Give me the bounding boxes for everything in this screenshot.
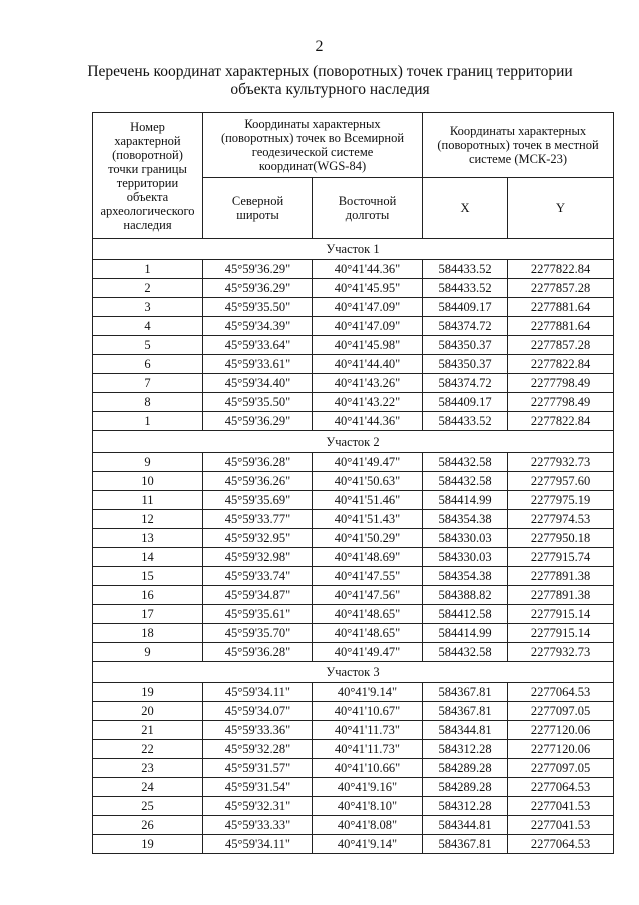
point-number-cell: 13 <box>93 528 203 547</box>
header-line: системе (МСК-23) <box>468 151 568 166</box>
east-longitude-cell: 40°41'10.66" <box>313 759 423 778</box>
table-row <box>93 585 614 604</box>
y-cell: 2277822.84 <box>508 412 614 431</box>
north-latitude-cell: 45°59'36.29" <box>203 279 313 298</box>
header-line: Координаты характерных <box>449 123 587 138</box>
table-row <box>93 816 614 835</box>
table-row <box>93 623 614 642</box>
table-row <box>93 260 614 279</box>
point-number-cell: 9 <box>93 452 203 471</box>
x-cell: 584312.28 <box>423 797 508 816</box>
east-longitude-cell: 40°41'51.43" <box>313 509 423 528</box>
point-number-cell: 8 <box>93 393 203 412</box>
point-number-cell: 20 <box>93 702 203 721</box>
y-cell: 2277932.73 <box>508 642 614 661</box>
x-cell: 584330.03 <box>423 547 508 566</box>
point-number-cell: 1 <box>93 260 203 279</box>
header-line: Координаты характерных <box>244 116 381 131</box>
point-number-cell: 9 <box>93 642 203 661</box>
table-row <box>93 298 614 317</box>
section-title: Участок 3 <box>93 661 614 682</box>
x-cell: 584354.38 <box>423 509 508 528</box>
x-cell: 584344.81 <box>423 721 508 740</box>
north-latitude-cell: 45°59'31.57" <box>203 759 313 778</box>
header-line: территории <box>116 175 179 190</box>
north-latitude-cell: 45°59'35.69" <box>203 490 313 509</box>
north-latitude-cell: 45°59'35.50" <box>203 393 313 412</box>
point-number-cell: 11 <box>93 490 203 509</box>
header-line: (поворотных) точек во Всемирной <box>220 130 405 145</box>
header-point-number <box>93 113 203 239</box>
north-latitude-cell: 45°59'33.77" <box>203 509 313 528</box>
x-cell: 584412.58 <box>423 604 508 623</box>
east-longitude-cell: 40°41'49.47" <box>313 452 423 471</box>
y-cell: 2277950.18 <box>508 528 614 547</box>
table-row <box>93 452 614 471</box>
east-longitude-cell: 40°41'8.10" <box>313 797 423 816</box>
table-row <box>93 528 614 547</box>
east-longitude-cell: 40°41'48.65" <box>313 623 423 642</box>
point-number-cell: 4 <box>93 317 203 336</box>
north-latitude-cell: 45°59'36.28" <box>203 452 313 471</box>
x-cell: 584414.99 <box>423 623 508 642</box>
north-latitude-cell: 45°59'32.31" <box>203 797 313 816</box>
x-cell: 584367.81 <box>423 702 508 721</box>
y-cell: 2277097.05 <box>508 702 614 721</box>
table-row <box>93 759 614 778</box>
east-longitude-cell: 40°41'10.67" <box>313 702 423 721</box>
table-row <box>93 566 614 585</box>
y-cell: 2277120.06 <box>508 740 614 759</box>
table-row <box>93 317 614 336</box>
east-longitude-cell: 40°41'9.14" <box>313 835 423 854</box>
x-cell: 584312.28 <box>423 740 508 759</box>
point-number-cell: 19 <box>93 683 203 702</box>
north-latitude-cell: 45°59'33.64" <box>203 336 313 355</box>
north-latitude-cell: 45°59'33.36" <box>203 721 313 740</box>
y-cell: 2277097.05 <box>508 759 614 778</box>
x-cell: 584433.52 <box>423 260 508 279</box>
header-line: широты <box>236 207 279 222</box>
x-cell: 584367.81 <box>423 683 508 702</box>
point-number-cell: 2 <box>93 279 203 298</box>
east-longitude-cell: 40°41'44.40" <box>313 355 423 374</box>
north-latitude-cell: 45°59'33.74" <box>203 566 313 585</box>
y-cell: 2277064.53 <box>508 683 614 702</box>
table-row <box>93 374 614 393</box>
east-longitude-cell: 40°41'45.98" <box>313 336 423 355</box>
point-number-cell: 15 <box>93 566 203 585</box>
table-row <box>93 509 614 528</box>
coordinates-table <box>92 112 614 854</box>
header-x: X <box>423 177 508 239</box>
y-cell: 2277822.84 <box>508 260 614 279</box>
section-title: Участок 2 <box>93 431 614 452</box>
point-number-cell: 12 <box>93 509 203 528</box>
point-number-cell: 23 <box>93 759 203 778</box>
north-latitude-cell: 45°59'35.61" <box>203 604 313 623</box>
north-latitude-cell: 45°59'32.98" <box>203 547 313 566</box>
point-number-cell: 24 <box>93 778 203 797</box>
east-longitude-cell: 40°41'48.69" <box>313 547 423 566</box>
table-row <box>93 721 614 740</box>
x-cell: 584367.81 <box>423 835 508 854</box>
y-cell: 2277891.38 <box>508 566 614 585</box>
x-cell: 584414.99 <box>423 490 508 509</box>
point-number-cell: 1 <box>93 412 203 431</box>
header-line: объекта <box>126 189 169 204</box>
x-cell: 584354.38 <box>423 566 508 585</box>
table-row <box>93 547 614 566</box>
header-east-longitude <box>313 177 423 239</box>
north-latitude-cell: 45°59'32.28" <box>203 740 313 759</box>
east-longitude-cell: 40°41'44.36" <box>313 412 423 431</box>
header-line: характерной <box>114 133 181 148</box>
point-number-cell: 21 <box>93 721 203 740</box>
east-longitude-cell: 40°41'47.09" <box>313 317 423 336</box>
header-line: археологического <box>100 203 195 218</box>
y-cell: 2277064.53 <box>508 778 614 797</box>
y-cell: 2277957.60 <box>508 471 614 490</box>
table-row <box>93 835 614 854</box>
east-longitude-cell: 40°41'50.63" <box>313 471 423 490</box>
east-longitude-cell: 40°41'49.47" <box>313 642 423 661</box>
east-longitude-cell: 40°41'51.46" <box>313 490 423 509</box>
y-cell: 2277822.84 <box>508 355 614 374</box>
y-cell: 2277915.74 <box>508 547 614 566</box>
table-body <box>93 239 614 854</box>
table-row <box>93 490 614 509</box>
header-line: (поворотных) точек в местной <box>437 137 599 152</box>
x-cell: 584289.28 <box>423 778 508 797</box>
y-cell: 2277915.14 <box>508 604 614 623</box>
east-longitude-cell: 40°41'44.36" <box>313 260 423 279</box>
x-cell: 584344.81 <box>423 816 508 835</box>
north-latitude-cell: 45°59'34.11" <box>203 683 313 702</box>
point-number-cell: 18 <box>93 623 203 642</box>
header-msk23 <box>423 113 614 178</box>
x-cell: 584374.72 <box>423 374 508 393</box>
north-latitude-cell: 45°59'34.87" <box>203 585 313 604</box>
y-cell: 2277041.53 <box>508 816 614 835</box>
east-longitude-cell: 40°41'48.65" <box>313 604 423 623</box>
header-line: точки границы <box>108 161 187 176</box>
point-number-cell: 3 <box>93 298 203 317</box>
y-cell: 2277798.49 <box>508 393 614 412</box>
north-latitude-cell: 45°59'33.61" <box>203 355 313 374</box>
table-row <box>93 702 614 721</box>
point-number-cell: 7 <box>93 374 203 393</box>
x-cell: 584374.72 <box>423 317 508 336</box>
header-line: (поворотной) <box>112 147 183 162</box>
header-line: Восточной <box>338 193 397 208</box>
x-cell: 584388.82 <box>423 585 508 604</box>
point-number-cell: 14 <box>93 547 203 566</box>
y-cell: 2277041.53 <box>508 797 614 816</box>
section-row <box>93 661 614 682</box>
header-line: Номер <box>130 119 165 134</box>
table-row <box>93 797 614 816</box>
north-latitude-cell: 45°59'34.11" <box>203 835 313 854</box>
east-longitude-cell: 40°41'47.56" <box>313 585 423 604</box>
y-cell: 2277120.06 <box>508 721 614 740</box>
header-y: Y <box>508 177 614 239</box>
point-number-cell: 6 <box>93 355 203 374</box>
table-row <box>93 279 614 298</box>
east-longitude-cell: 40°41'11.73" <box>313 740 423 759</box>
north-latitude-cell: 45°59'36.28" <box>203 642 313 661</box>
document-title <box>60 63 600 99</box>
north-latitude-cell: 45°59'36.29" <box>203 260 313 279</box>
table-row <box>93 355 614 374</box>
x-cell: 584409.17 <box>423 393 508 412</box>
east-longitude-cell: 40°41'8.08" <box>313 816 423 835</box>
y-cell: 2277975.19 <box>508 490 614 509</box>
x-cell: 584350.37 <box>423 355 508 374</box>
y-cell: 2277857.28 <box>508 279 614 298</box>
y-cell: 2277798.49 <box>508 374 614 393</box>
east-longitude-cell: 40°41'47.09" <box>313 298 423 317</box>
point-number-cell: 5 <box>93 336 203 355</box>
north-latitude-cell: 45°59'34.07" <box>203 702 313 721</box>
north-latitude-cell: 45°59'31.54" <box>203 778 313 797</box>
x-cell: 584432.58 <box>423 642 508 661</box>
east-longitude-cell: 40°41'45.95" <box>313 279 423 298</box>
east-longitude-cell: 40°41'43.26" <box>313 374 423 393</box>
north-latitude-cell: 45°59'33.33" <box>203 816 313 835</box>
table-row <box>93 393 614 412</box>
x-cell: 584433.52 <box>423 279 508 298</box>
point-number-cell: 26 <box>93 816 203 835</box>
section-row <box>93 239 614 260</box>
x-cell: 584289.28 <box>423 759 508 778</box>
north-latitude-cell: 45°59'34.39" <box>203 317 313 336</box>
page-number: 2 <box>315 38 324 55</box>
x-cell: 584409.17 <box>423 298 508 317</box>
east-longitude-cell: 40°41'50.29" <box>313 528 423 547</box>
x-cell: 584432.58 <box>423 452 508 471</box>
north-latitude-cell: 45°59'35.50" <box>203 298 313 317</box>
header-line: долготы <box>345 207 390 222</box>
east-longitude-cell: 40°41'9.14" <box>313 683 423 702</box>
table-row <box>93 604 614 623</box>
title-line-2: объекта культурного наследия <box>230 81 430 98</box>
north-latitude-cell: 45°59'35.70" <box>203 623 313 642</box>
y-cell: 2277064.53 <box>508 835 614 854</box>
x-cell: 584432.58 <box>423 471 508 490</box>
table-row <box>93 471 614 490</box>
header-line: координат(WGS-84) <box>258 158 367 173</box>
header-north-latitude <box>203 177 313 239</box>
point-number-cell: 25 <box>93 797 203 816</box>
table-row <box>93 412 614 431</box>
north-latitude-cell: 45°59'36.29" <box>203 412 313 431</box>
table-row <box>93 683 614 702</box>
header-line: геодезической системе <box>251 144 374 159</box>
table-row <box>93 336 614 355</box>
point-number-cell: 16 <box>93 585 203 604</box>
header-wgs84 <box>203 113 423 178</box>
title-line-1: Перечень координат характерных (поворотных) точек границ территории <box>87 63 573 80</box>
y-cell: 2277857.28 <box>508 336 614 355</box>
y-cell: 2277881.64 <box>508 298 614 317</box>
point-number-cell: 22 <box>93 740 203 759</box>
y-cell: 2277932.73 <box>508 452 614 471</box>
north-latitude-cell: 45°59'32.95" <box>203 528 313 547</box>
north-latitude-cell: 45°59'34.40" <box>203 374 313 393</box>
point-number-cell: 17 <box>93 604 203 623</box>
table-row <box>93 740 614 759</box>
east-longitude-cell: 40°41'9.16" <box>313 778 423 797</box>
y-cell: 2277915.14 <box>508 623 614 642</box>
table-row <box>93 642 614 661</box>
east-longitude-cell: 40°41'11.73" <box>313 721 423 740</box>
y-cell: 2277881.64 <box>508 317 614 336</box>
east-longitude-cell: 40°41'43.22" <box>313 393 423 412</box>
header-line: Северной <box>231 193 284 208</box>
north-latitude-cell: 45°59'36.26" <box>203 471 313 490</box>
x-cell: 584433.52 <box>423 412 508 431</box>
y-cell: 2277891.38 <box>508 585 614 604</box>
x-cell: 584330.03 <box>423 528 508 547</box>
section-title: Участок 1 <box>93 239 614 260</box>
y-cell: 2277974.53 <box>508 509 614 528</box>
point-number-cell: 10 <box>93 471 203 490</box>
east-longitude-cell: 40°41'47.55" <box>313 566 423 585</box>
point-number-cell: 19 <box>93 835 203 854</box>
section-row <box>93 431 614 452</box>
table-row <box>93 778 614 797</box>
x-cell: 584350.37 <box>423 336 508 355</box>
header-line: наследия <box>123 217 172 232</box>
